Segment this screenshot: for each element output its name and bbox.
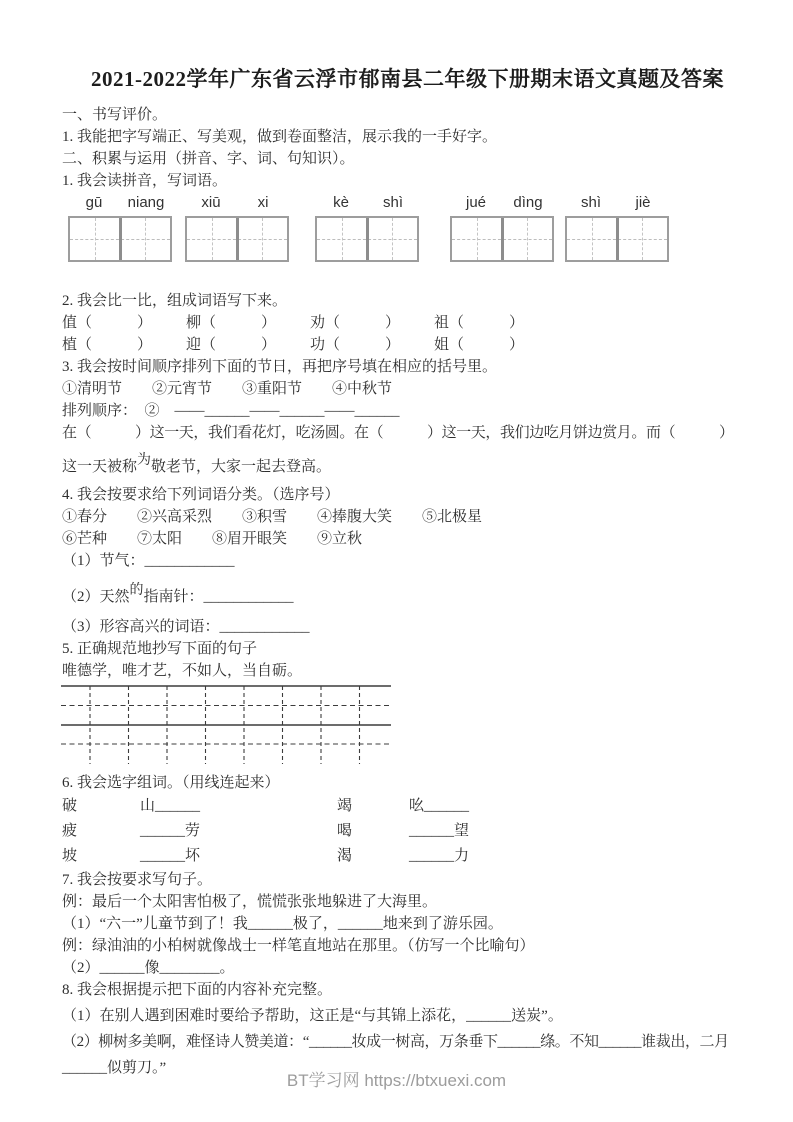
q6-row <box>62 794 753 819</box>
copy-grid-area <box>60 684 753 768</box>
q6-row <box>62 844 753 869</box>
pinyin-labels <box>68 194 172 216</box>
q6-word: ______劳 <box>140 823 201 839</box>
q6-char: 喝 <box>337 823 353 839</box>
q4-sub2-post: 指南针：____________ <box>143 589 294 605</box>
q2-cell: 值（ ） <box>62 315 153 331</box>
pinyin-word-unit <box>185 194 289 262</box>
box-dashed-vline <box>477 218 478 260</box>
pinyin-labels <box>315 194 419 216</box>
q2-cell: 祖（ ） <box>434 315 525 331</box>
q4-sub2-superscript: 的 <box>129 583 144 598</box>
q6-char: 坡 <box>62 848 78 864</box>
writing-box <box>185 216 289 262</box>
section1-item1: 1. 我能把字写端正、写美观，做到卷面整洁，展示我的一手好字。 <box>62 129 498 145</box>
q2-row1 <box>62 312 753 334</box>
q8-item2-line2: ______似剪刀。” <box>62 1060 167 1076</box>
writing-box <box>565 216 669 262</box>
pinyin-word-unit <box>565 194 669 262</box>
q3-label: 3. 我会按时间顺序排列下面的节日，再把序号填在相应的括号里。 <box>62 359 498 375</box>
page-title: 2021-2022学年广东省云浮市郁南县二年级下册期末语文真题及答案 <box>91 67 724 91</box>
q2-cell: 迎（ ） <box>186 337 277 353</box>
copy-grid <box>60 684 394 768</box>
q7-example1: 例：最后一个太阳害怕极了，慌慌张张地躲进了大海里。 <box>62 894 438 910</box>
q7-item1: （1）“六一”儿童节到了！我______极了，______地来到了游乐园。 <box>62 916 503 932</box>
box-divider <box>616 218 619 260</box>
writing-box <box>450 216 554 262</box>
box-dashed-vline <box>642 218 643 260</box>
pinyin-syllable: dìng <box>513 194 543 211</box>
q2-row2 <box>62 334 753 356</box>
pinyin-syllable: niang <box>127 194 165 211</box>
box-dashed-vline <box>342 218 343 260</box>
pinyin-syllable: jué <box>465 194 487 211</box>
q2-cell: 植（ ） <box>62 337 153 353</box>
q6-char: 渴 <box>337 848 353 864</box>
q1-label: 1. 我会读拼音，写词语。 <box>62 173 228 189</box>
q3-tail-line <box>62 450 753 478</box>
pinyin-labels <box>185 194 289 216</box>
footer-watermark <box>0 1066 793 1091</box>
q4-label: 4. 我会按要求给下列词语分类。（选序号） <box>62 487 340 503</box>
q3-tail-superscript: 为 <box>137 453 152 468</box>
q4-sub1: （1）节气：____________ <box>62 553 235 569</box>
box-dashed-vline <box>392 218 393 260</box>
pinyin-syllable: kè <box>333 194 349 211</box>
q6-word: ______力 <box>409 848 470 864</box>
box-divider <box>501 218 504 260</box>
q8-item2-line1: （2）柳树多美啊，难怪诗人赞美道：“______妆成一树高，万条垂下______绦。不知______谁裁出，二月 <box>62 1034 729 1050</box>
q6-word: ______坏 <box>140 848 201 864</box>
q6-char: 破 <box>62 798 78 814</box>
q3-fill-line: 在（ ）这一天，我们看花灯，吃汤圆。在（ ）这一天，我们边吃月饼边赏月。而（ ） <box>62 425 734 441</box>
pinyin-word-unit <box>450 194 554 262</box>
pinyin-labels <box>450 194 554 216</box>
pinyin-word-unit <box>315 194 419 262</box>
q6-word: ______望 <box>409 823 470 839</box>
q3-options: ①清明节 ②元宵节 ③重阳节 ④中秋节 <box>62 381 393 397</box>
q2-cell: 劝（ ） <box>310 315 401 331</box>
pinyin-syllable: shì <box>580 194 601 211</box>
q3-tail-pre: 这一天被称 <box>62 459 138 475</box>
copy-grid-lines <box>61 686 391 764</box>
footer-site-link[interactable]: BT学习网 https://btxuexi.com <box>286 1071 507 1090</box>
pinyin-syllable: xiū <box>201 194 221 211</box>
q6-word: 山______ <box>140 798 201 814</box>
section1-heading: 一、书写评价。 <box>62 107 168 123</box>
box-dashed-vline <box>527 218 528 260</box>
q7-label: 7. 我会按要求写句子。 <box>62 872 213 888</box>
pinyin-word-unit <box>68 194 172 262</box>
q6-word: 吆______ <box>409 798 470 814</box>
q4-words1: ①春分 ②兴高采烈 ③积雪 ④捧腹大笑 ⑤北极星 <box>62 509 483 525</box>
q5-label: 5. 正确规范地抄写下面的句子 <box>62 641 258 657</box>
q2-cell: 柳（ ） <box>186 315 277 331</box>
q4-sub3: （3）形容高兴的词语：____________ <box>62 619 310 635</box>
q3-tail-post: 敬老节，大家一起去登高。 <box>151 459 332 475</box>
writing-box <box>315 216 419 262</box>
pinyin-syllable: shì <box>382 194 403 211</box>
box-divider <box>366 218 369 260</box>
pinyin-syllable: gū <box>85 194 103 211</box>
q2-cell: 功（ ） <box>310 337 401 353</box>
q6-char: 竭 <box>337 798 353 814</box>
box-dashed-vline <box>592 218 593 260</box>
q6-char: 疲 <box>62 823 78 839</box>
q6-row <box>62 819 753 844</box>
section2-heading: 二、积累与运用（拼音、字、词、句知识）。 <box>62 151 355 167</box>
q2-label: 2. 我会比一比，组成词语写下来。 <box>62 293 288 309</box>
pinyin-syllable: jiè <box>635 194 651 211</box>
pinyin-syllable: xi <box>257 194 269 211</box>
q7-item2: （2）______像________。 <box>62 960 235 976</box>
q7-example2: 例：绿油油的小柏树就像战士一样笔直地站在那里。（仿写一个比喻句） <box>62 938 535 954</box>
pinyin-writing-row <box>62 194 753 262</box>
box-dashed-vline <box>145 218 146 260</box>
box-dashed-vline <box>262 218 263 260</box>
pinyin-labels <box>565 194 669 216</box>
q5-sentence: 唯德学，唯才艺，不如人，当自砺。 <box>62 663 303 679</box>
q4-words2: ⑥芒种 ⑦太阳 ⑧眉开眼笑 ⑨立秋 <box>62 531 363 547</box>
q2-cell: 姐（ ） <box>434 337 525 353</box>
box-dashed-vline <box>212 218 213 260</box>
q4-sub2 <box>62 580 753 608</box>
q6-label: 6. 我会选字组词。（用线连起来） <box>62 775 280 791</box>
q8-label: 8. 我会根据提示把下面的内容补充完整。 <box>62 982 333 998</box>
q8-item1: （1）在别人遇到困难时要给予帮助，这正是“与其锦上添花，______送炭”。 <box>62 1008 563 1024</box>
box-divider <box>236 218 239 260</box>
q4-sub2-pre: （2）天然 <box>62 589 130 605</box>
writing-box <box>68 216 172 262</box>
box-dashed-vline <box>95 218 96 260</box>
box-divider <box>119 218 122 260</box>
q3-order-line: 排列顺序： ② ——______——______——______ <box>62 403 400 419</box>
